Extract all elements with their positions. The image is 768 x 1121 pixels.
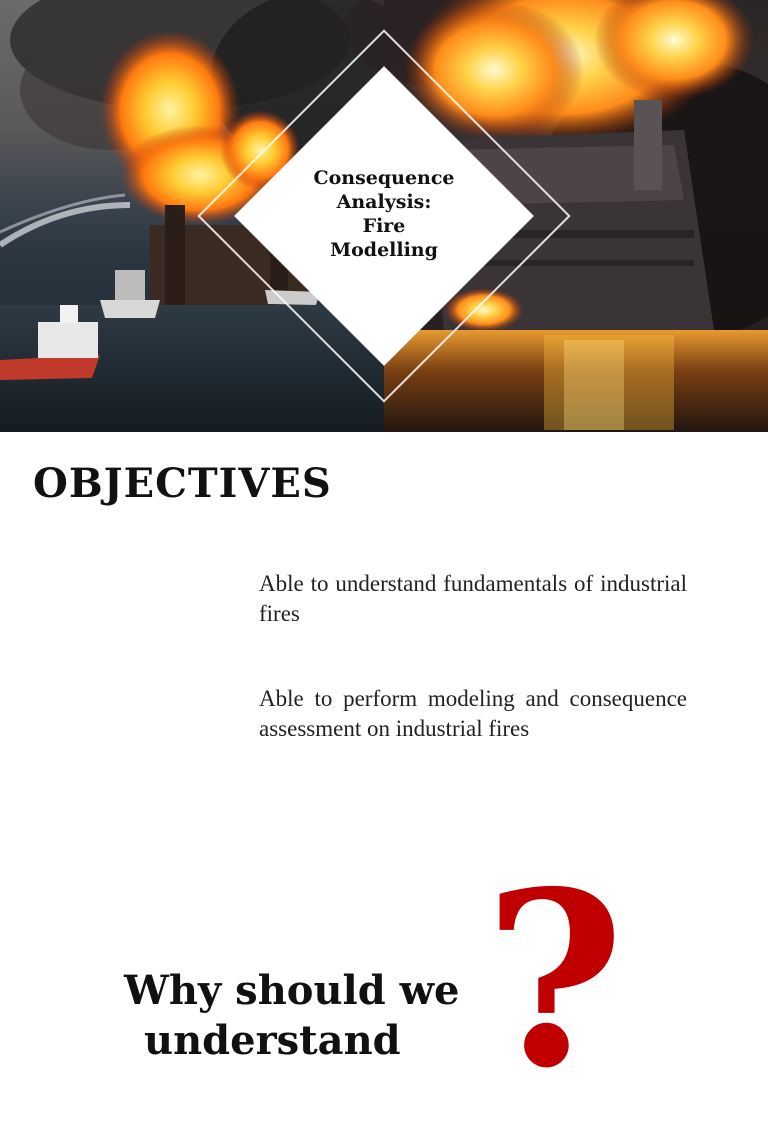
presentation-title xyxy=(284,166,484,262)
title-line: Analysis: xyxy=(336,191,432,213)
objective-item: Able to understand fundamentals of industrial fires xyxy=(259,571,687,626)
title-line: Modelling xyxy=(330,239,438,261)
hero-banner xyxy=(0,0,768,432)
why-line-2: understand xyxy=(144,1017,401,1064)
question-mark-icon: ? xyxy=(484,839,625,1121)
why-question-text xyxy=(124,966,460,1066)
objective-item: Able to perform modeling and consequence assessment on industrial fires xyxy=(259,686,687,741)
objectives-heading: OBJECTIVES xyxy=(33,460,332,507)
title-line: Fire xyxy=(362,215,406,237)
title-line: Consequence xyxy=(313,167,455,189)
why-line-1: Why should we xyxy=(124,967,460,1014)
